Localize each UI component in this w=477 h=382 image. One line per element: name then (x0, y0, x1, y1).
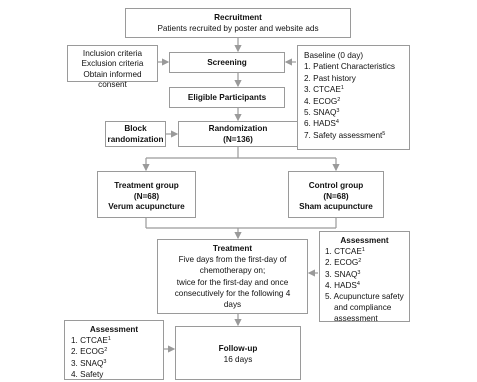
control-group-line2: (N=68) (323, 191, 349, 201)
treatment-line: days (223, 300, 242, 310)
assessment-left-box (64, 320, 164, 380)
randomization-box (178, 121, 298, 147)
assessment-left-list (71, 335, 163, 380)
criteria-box (67, 45, 158, 90)
assessment-left-item: 4. Safety (71, 369, 104, 379)
treatment-box (157, 239, 308, 314)
treatment-line: consecutively for the following 4 (174, 288, 291, 298)
control-group-box (288, 171, 384, 218)
recruitment-title: Recruitment (214, 13, 262, 22)
block-randomization-box (105, 121, 166, 147)
baseline-item: 5. SNAQ$^3$ (304, 108, 340, 118)
criteria-inclusion: Inclusion criteria (82, 49, 143, 58)
followup-box (175, 326, 301, 380)
screening-box (169, 52, 285, 73)
randomization-line1: Randomization (208, 124, 268, 133)
assessment-right-item: 2. ECOG$^2$ (325, 258, 362, 268)
baseline-item: 6. HADS$^4$ (304, 119, 339, 129)
randomization-line2: (N=136) (223, 134, 253, 144)
assessment-left-title: Assessment (89, 325, 139, 334)
assessment-left-item: 1. CTCAE$^1$ (71, 336, 111, 346)
baseline-item: 3. CTCAE$^1$ (304, 85, 344, 95)
assessment-right-item: 4. HADS$^4$ (325, 280, 360, 290)
baseline-title: Baseline (0 day) (304, 51, 364, 60)
assessment-right-item: 1. CTCAE$^1$ (325, 247, 365, 257)
criteria-exclusion: Exclusion criteria (81, 59, 144, 69)
treatment-group-line1: Treatment group (114, 181, 179, 190)
block-line1: Block (124, 124, 147, 133)
assessment-left-item: 3. SNAQ$^3$ (71, 358, 107, 368)
treatment-line: chemotherapy on; (199, 266, 266, 276)
control-group-line3: Sham acupuncture (299, 202, 373, 212)
treatment-group-line3: Verum acupuncture (108, 202, 185, 212)
baseline-item: 7. Safety assessment$^5$ (304, 130, 386, 140)
baseline-item: 4. ECOG$^2$ (304, 96, 341, 106)
followup-duration: 16 days (223, 354, 253, 364)
treatment-group-line2: (N=68) (133, 191, 160, 201)
followup-title: Follow-up (218, 344, 258, 353)
treatment-title: Treatment (212, 244, 253, 253)
assessment-right-item: 3. SNAQ$^3$ (325, 269, 361, 279)
baseline-item: 2. Past history (304, 73, 356, 83)
assessment-right-item: assessment (334, 314, 378, 324)
assessment-right-item: and compliance (334, 303, 392, 313)
control-group-line1: Control group (308, 181, 364, 190)
baseline-item: 1. Patient Characteristics (304, 62, 396, 72)
assessment-right-list (325, 246, 409, 324)
treatment-line: twice for the first-day and once (176, 277, 289, 287)
baseline-list (304, 61, 409, 141)
assessment-right-item: 5. Acupuncture safety (325, 292, 404, 302)
eligible-label: Eligible Participants (187, 93, 267, 102)
criteria-consent: Obtain informed consent (83, 69, 142, 90)
assessment-right-title: Assessment (340, 236, 389, 245)
recruitment-subtitle: Patients recruited by poster and website ads (157, 23, 319, 33)
treatment-line: Five days from the first-day of (178, 255, 287, 265)
screening-label: Screening (207, 58, 247, 67)
eligible-box (169, 87, 285, 108)
recruitment-box (125, 8, 351, 38)
baseline-box (297, 45, 410, 150)
assessment-left-item: 2. ECOG$^2$ (71, 347, 108, 357)
treatment-group-box (97, 171, 196, 218)
assessment-right-box (319, 231, 410, 322)
block-line2: randomization (107, 134, 164, 144)
